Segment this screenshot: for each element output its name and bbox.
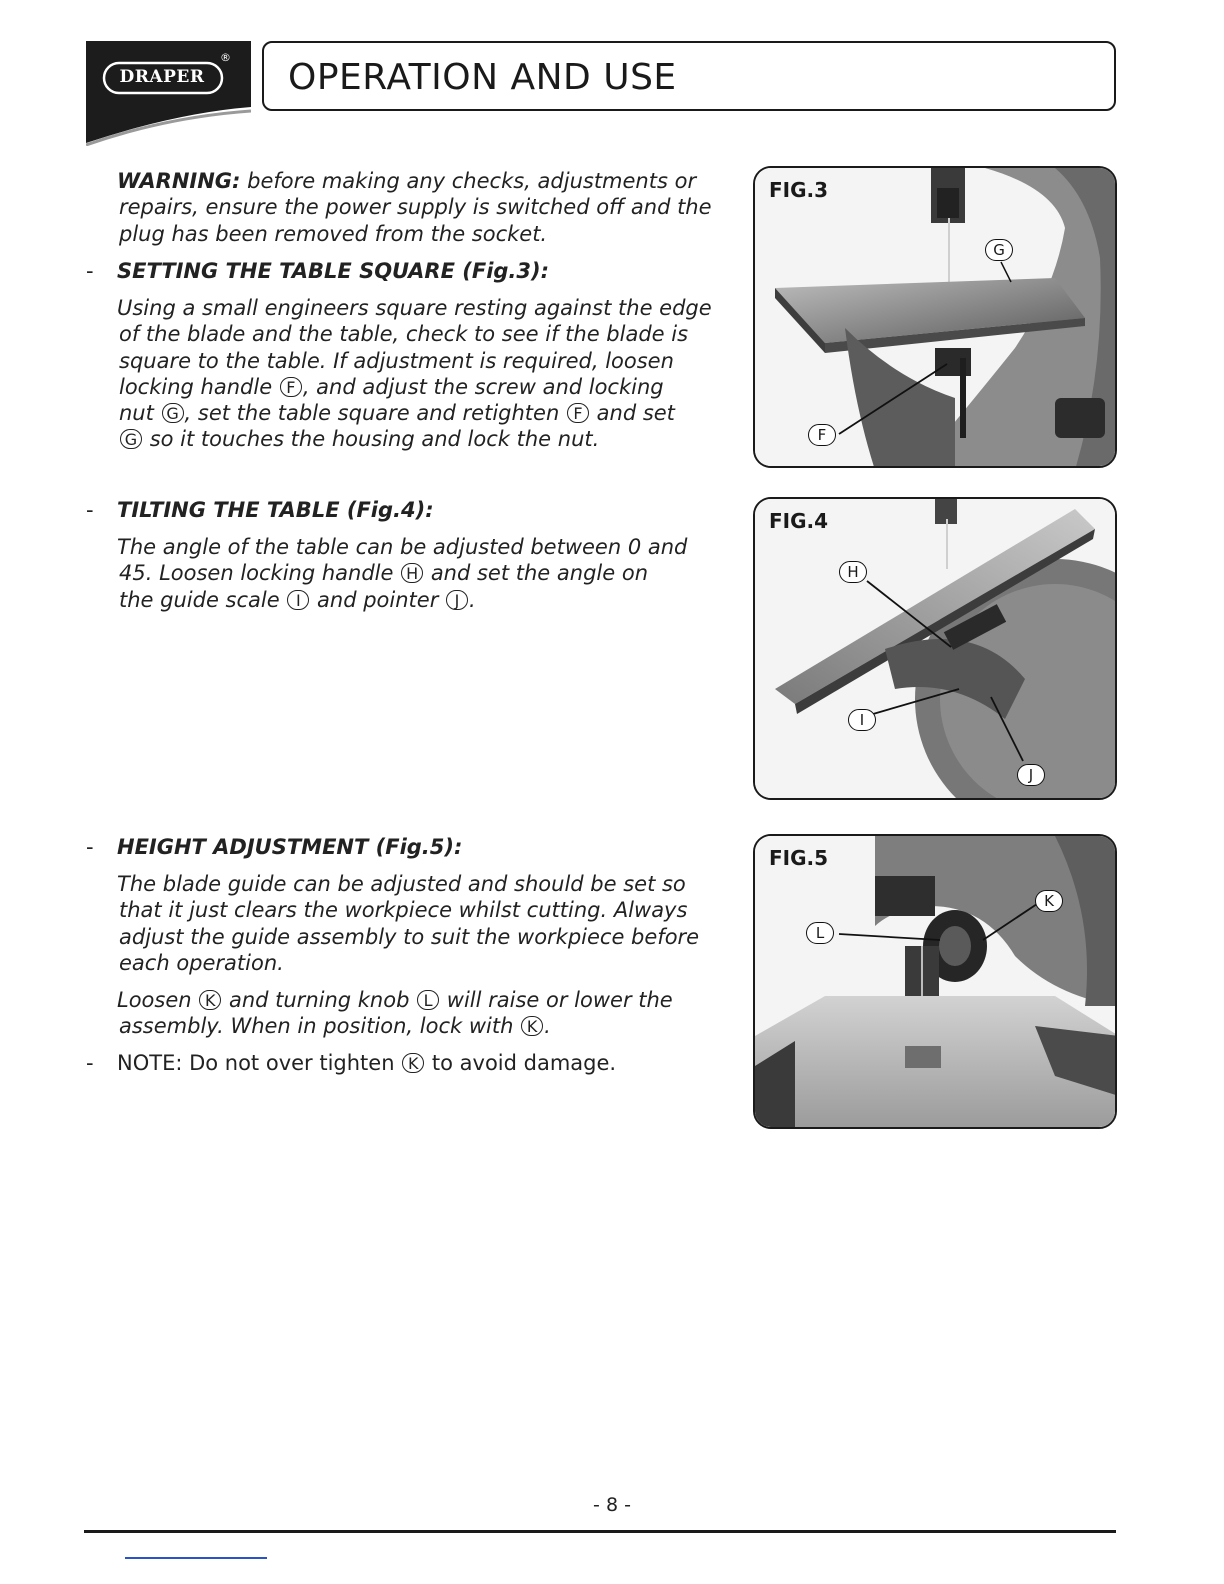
- warning-line-1: before making any checks, adjustments or: [247, 169, 697, 193]
- text-line: , set the table square and retighten: [184, 401, 560, 426]
- text-line: .: [469, 587, 476, 612]
- note-text-b: to avoid damage.: [431, 1051, 617, 1075]
- text-line: will raise or lower the: [446, 988, 673, 1012]
- text-line: .: [544, 1014, 551, 1039]
- callout-l: L: [806, 922, 834, 944]
- figure-5: [753, 834, 1117, 1129]
- text-line: The angle of the table can be adjusted between 0 and: [117, 535, 688, 559]
- key-k-badge: K: [402, 1053, 424, 1073]
- key-l-badge: L: [417, 990, 439, 1010]
- page-title-box: [262, 41, 1116, 111]
- key-i-badge: I: [287, 590, 309, 610]
- callout-k: K: [1035, 890, 1063, 912]
- text-line: and pointer: [317, 587, 439, 612]
- callout-i: I: [848, 709, 876, 731]
- figure-3-leaders: [755, 168, 1117, 468]
- bullet-dash: -: [86, 835, 94, 859]
- footer-divider: [84, 1530, 1116, 1533]
- bullet-dash: -: [86, 259, 94, 283]
- callout-g: G: [985, 239, 1013, 261]
- heading-text: TILTING THE TABLE (Fig.4):: [117, 498, 434, 522]
- figure-5-leaders: [755, 836, 1117, 1129]
- page-title: OPERATION AND USE: [288, 57, 677, 98]
- text-line: of the blade and the table, check to see if the blade is: [119, 322, 689, 347]
- figure-4: [753, 497, 1117, 800]
- figure-4-label: FIG.4: [769, 509, 829, 533]
- note-text-a: NOTE: Do not over tighten: [117, 1051, 395, 1075]
- text-line: 45. Loosen locking handle: [119, 561, 394, 586]
- figure-3-label: FIG.3: [769, 178, 829, 202]
- bullet-dash: -: [86, 498, 94, 522]
- callout-f: F: [808, 424, 836, 446]
- registered-mark: ®: [220, 51, 231, 64]
- text-line: the guide scale: [119, 587, 280, 612]
- figure-4-leaders: [755, 499, 1117, 800]
- text-line: and set: [596, 401, 675, 426]
- warning-line-3: plug has been removed from the socket.: [119, 221, 548, 246]
- text-line: that it just clears the workpiece whilst cutting. Always: [119, 898, 688, 923]
- text-line: locking handle: [119, 374, 273, 399]
- text-line: Using a small engineers square resting against the edge: [117, 296, 712, 320]
- text-line: nut: [119, 401, 154, 426]
- text-line: Loosen: [117, 988, 192, 1012]
- key-j-badge: J: [446, 590, 468, 610]
- key-f-badge: F: [280, 377, 302, 397]
- text-line: , and adjust the screw and locking: [302, 374, 664, 399]
- text-line: The blade guide can be adjusted and should be set so: [117, 872, 686, 896]
- key-h-badge: H: [401, 563, 423, 583]
- key-g-badge: G: [162, 403, 184, 423]
- logo-brand-text: DRAPER: [119, 67, 205, 87]
- key-f-badge: F: [567, 403, 589, 423]
- key-k-badge: K: [199, 990, 221, 1010]
- figure-3: [753, 166, 1117, 468]
- text-line: adjust the guide assembly to suit the workpiece before: [119, 924, 700, 949]
- page-number: - 8 -: [593, 1494, 631, 1516]
- warning-paragraph: [117, 168, 727, 247]
- text-line: and set the angle on: [430, 561, 649, 586]
- text-line: square to the table. If adjustment is required, loosen: [119, 348, 674, 373]
- table-square-paragraph: [117, 295, 727, 453]
- callout-j: J: [1017, 764, 1045, 786]
- callout-h: H: [839, 561, 867, 583]
- height-paragraph-1: [117, 871, 727, 976]
- text-line: each operation.: [119, 950, 284, 975]
- warning-line-2: repairs, ensure the power supply is switched off and the: [119, 195, 712, 220]
- key-k-badge: K: [521, 1016, 543, 1036]
- key-g-badge: G: [120, 429, 142, 449]
- heading-text: SETTING THE TABLE SQUARE (Fig.3):: [117, 259, 550, 283]
- heading-text: HEIGHT ADJUSTMENT (Fig.5):: [117, 835, 463, 859]
- text-line: so it touches the housing and lock the nut.: [149, 427, 600, 452]
- draper-logo: [86, 41, 251, 146]
- figure-5-label: FIG.5: [769, 846, 829, 870]
- footer-link-underline: [125, 1557, 267, 1559]
- warning-label: WARNING:: [117, 169, 241, 193]
- text-line: and turning knob: [228, 988, 410, 1012]
- tilting-paragraph: [117, 534, 727, 613]
- height-paragraph-2: [117, 987, 727, 1040]
- bullet-dash: -: [86, 1051, 94, 1075]
- text-line: assembly. When in position, lock with: [119, 1014, 514, 1039]
